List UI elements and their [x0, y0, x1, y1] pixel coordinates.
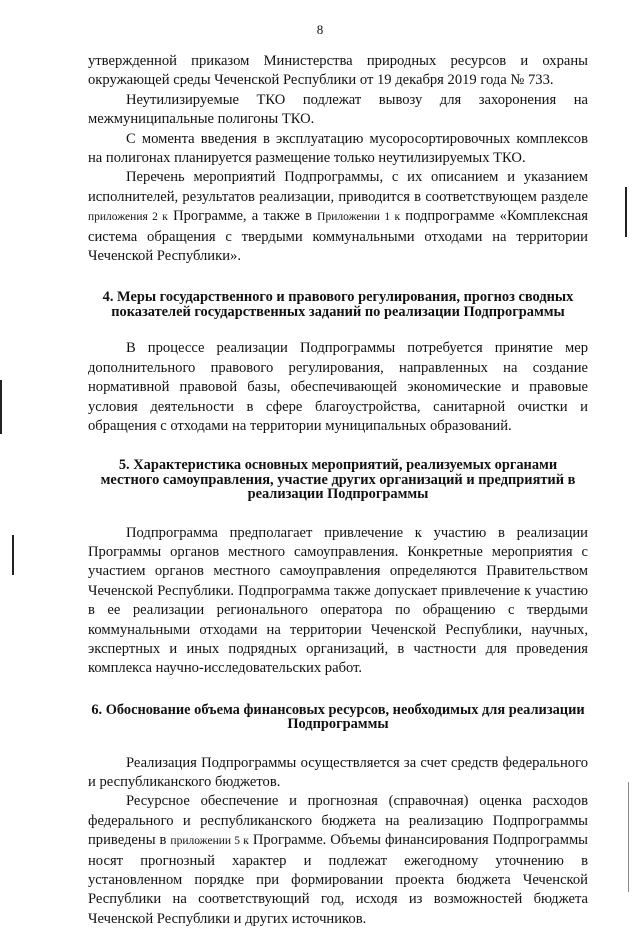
section-5-heading: 5. Характеристика основных мероприятий, реализуемых органами местного самоуправления, участие других организаций и предприятий в реализации Подпрограммы — [100, 457, 576, 503]
appendix-1-reference: Приложении 1 к — [317, 211, 401, 224]
appendix-2-reference: приложения 2 к — [88, 211, 168, 224]
section-6-heading: 6. Обоснование объема финансовых ресурсов, необходимых для реализации Подпрограммы — [91, 701, 585, 733]
section-4-paragraph: В процессе реализации Подпрограммы потребуется принятие мер дополнительного правового регулирования, направленных на создание нормативной правовой базы, обеспечивающей экономические и правовые условия деятельности в сфере благоустройства, санитарной очистки и обращения с отходами на территории муниципальных образований. — [88, 340, 588, 434]
left-scan-edge-mark — [0, 380, 2, 434]
funding-text-2: Программе. Объемы финансирования Подпрограммы носят прогнозный характер и подлежат ежегодному уточнению в установленном порядке при формировании проекта бюджета Чеченской Республики на соответствующий год, исходя из возможностей бюджета Чеченской Республики и других источников. — [88, 832, 588, 927]
landfill-paragraph: С момента введения в эксплуатацию мусоросортировочных комплексов на полигонах планируется размещение только неутилизируемых ТКО. — [88, 130, 588, 167]
continuation-paragraph: утвержденной приказом Министерства природных ресурсов и охраны окружающей среды Чеченской Республики от 19 декабря 2019 года № 733. — [88, 53, 588, 89]
section-6-paragraph-2 — [88, 792, 588, 929]
section-5-paragraph: Подпрограмма предполагает привлечение к участию в реализации Программы органов местного самоуправления. Конкретные мероприятия с участием органов местного самоуправления определяются Правительством Чеченской Республики. Подпрограмма также допускает привлечение к участию в ее реализации регионального оператора по обращению с твердыми коммунальными отходами на территории Чеченской Республики, научных, экспертных и иных подрядных организаций, в частности для проведения комплекса научно-исследовательских работ. — [88, 524, 588, 677]
activities-text-1: Перечень мероприятий Подпрограммы, с их описанием и указанием исполнителей, результатов реализации, приводится в соответствующем разделе — [88, 169, 588, 205]
section-6-paragraph-1: Реализация Подпрограммы осуществляется за счет средств федерального и республиканского бюджетов. — [88, 754, 588, 790]
left-scan-edge-mark-2 — [12, 535, 14, 575]
funding-text-1: Ресурсное обеспечение и прогнозная (справочная) оценка расходов федерального и республиканского бюджета на реализацию Подпрограммы приведены в — [88, 793, 588, 849]
appendix-5-reference: приложении 5 к — [170, 835, 249, 848]
activities-text-2: Программе, а также в — [173, 208, 312, 225]
non-recyclable-paragraph: Неутилизируемые ТКО подлежат вывозу для захоронения на межмуниципальные полигоны ТКО. — [88, 91, 588, 128]
page-number: 8 — [316, 22, 324, 37]
activities-text-3: подпрограмме «Комплексная система обращения с твердыми коммунальными отходами на территории Чеченской Республики». — [88, 208, 588, 265]
activities-list-paragraph — [88, 168, 588, 266]
document-body — [88, 52, 588, 929]
right-scan-edge-mark — [625, 187, 627, 237]
right-scan-edge-mark-2 — [628, 782, 629, 892]
section-4-heading: 4. Меры государственного и правового регулирования, прогноз сводных показателей государственных заданий по реализации Подпрограммы — [102, 289, 574, 320]
